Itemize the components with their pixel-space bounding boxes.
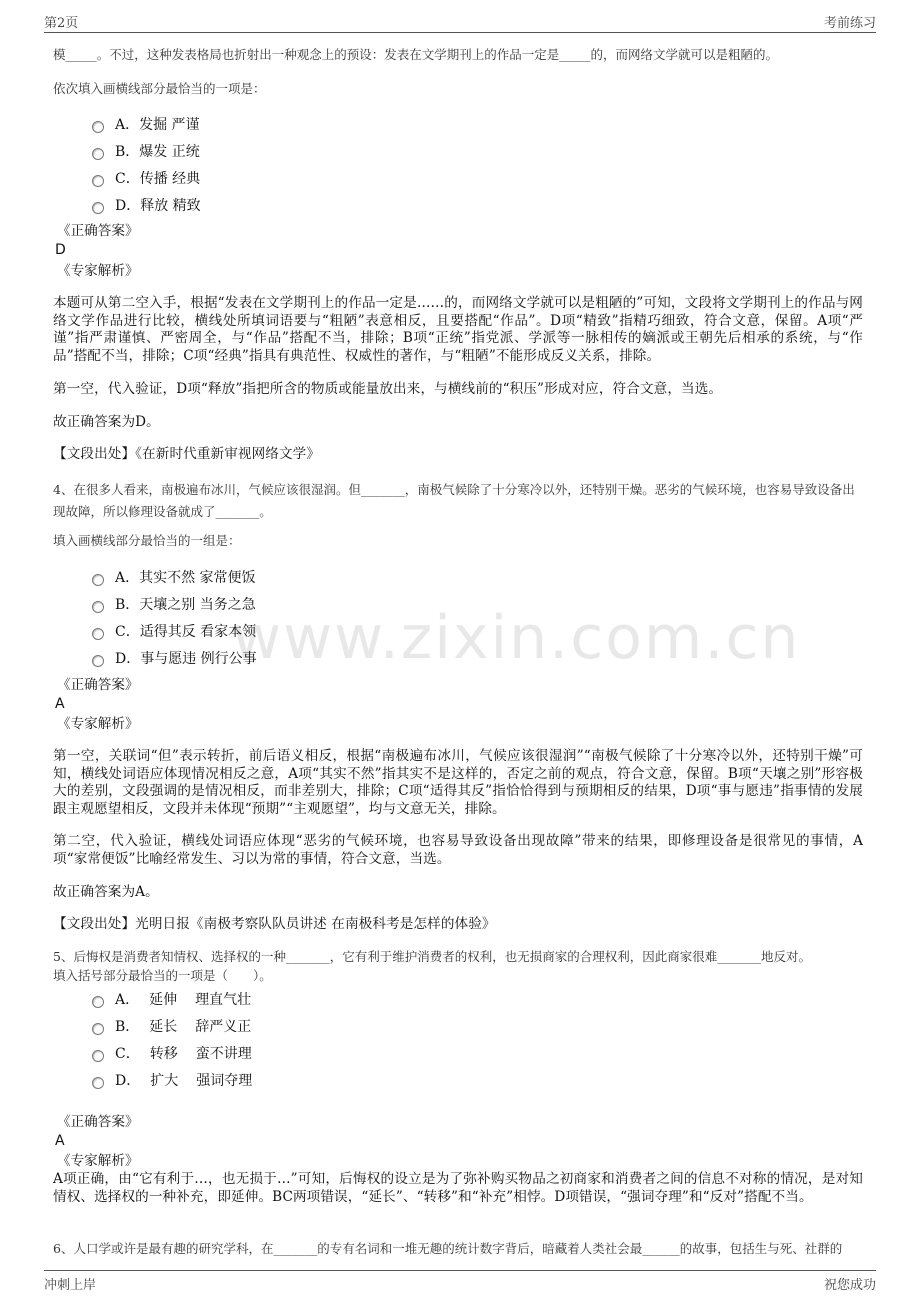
q5-answer-label: 《正确答案》 [57, 1114, 139, 1130]
q4-prompt: 填入画横线部分最恰当的一组是： [53, 533, 241, 548]
q3-option-b[interactable]: B．爆发 正统 [92, 137, 201, 164]
radio-icon[interactable] [92, 175, 104, 187]
radio-icon[interactable] [92, 1050, 104, 1062]
q4-analysis-p3: 故正确答案为A。 [53, 884, 159, 900]
page-footer [44, 1270, 876, 1291]
radio-icon[interactable] [92, 601, 104, 613]
q4-option-b[interactable]: B．天壤之别 当务之急 [92, 590, 257, 617]
q3-analysis-p3: 故正确答案为D。 [53, 414, 160, 430]
radio-icon[interactable] [92, 202, 104, 214]
q3-answer: D [55, 242, 66, 258]
q5-stem: 5、后悔权是消费者知情权、选择权的一种_______，它有利于维护消费者的权利，也无损商家的合理权利，因此商家很难_______地反对。 [53, 949, 811, 964]
q3-analysis-p1: 本题可从第二空入手，根据“发表在文学期刊上的作品一定是……的，而网络文学就可以是粗陋的”可知，文段将文学期刊上的作品与网络文学作品进行比较，横线处所填词语要与“粗陋”表意相反，且要搭配“作品”。D项“精致”指精巧细致，符合文意，保留。A项“严谨”指严肃谨慎、严密周全，与“作品”搭配不当，排除；B项“正统”指党派、学派等一脉相传的嫡派或王朝先后相承的系统，与“作品”搭配不当，排除；C项“经典”指具有典范性、权威性的著作，与“粗陋”不能形成反义关系，排除。 [53, 295, 863, 364]
q3-answer-label: 《正确答案》 [57, 223, 139, 239]
radio-icon[interactable] [92, 121, 104, 133]
radio-icon[interactable] [92, 655, 104, 667]
q4-analysis-p2: 第二空，代入验证，横线处词语应体现“恶劣的气候环境，也容易导致设备出现故障”带来的结果，即修理设备是很常见的事情，A项“家常便饭”比喻经常发生、习以为常的事情，符合文意，当选。 [53, 833, 863, 867]
q5-analysis: A项正确，由“它有利于…，也无损于…”可知，后悔权的设立是为了弥补购买物品之初商家和消费者之间的信息不对称的情况，是对知情权、选择权的一种补充，即延伸。BC两项错误，“延长”、“转移”和“补充”相悖。D项错误，“强词夺理”和“反对”搭配不当。 [53, 1171, 863, 1205]
radio-icon[interactable] [92, 148, 104, 160]
watermark: www.zixin.com.cn [232, 603, 801, 673]
q5-answer: A [55, 1133, 65, 1149]
header-title: 考前练习 [823, 16, 876, 31]
q6-stem: 6、人口学或许是最有趣的研究学科，在_______的专有名词和一堆无趣的统计数字背后，暗藏着人类社会最______的故事，包括生与死、社群的 [53, 1241, 843, 1256]
radio-icon[interactable] [92, 1023, 104, 1035]
q4-option-d[interactable]: D．事与愿违 例行公事 [92, 644, 257, 671]
q4-stem: 4、在很多人看来，南极遍布冰川，气候应该很湿润。但_______，南极气候除了十分寒冷以外，还特别干燥。恶劣的气候环境，也容易导致设备出现故障，所以修理设备就成了_______。 [53, 482, 855, 519]
page-number: 第2页 [44, 16, 79, 31]
q4-option-a[interactable]: A．其实不然 家常便饭 [92, 563, 257, 590]
footer-right: 祝您成功 [823, 1278, 876, 1293]
radio-icon[interactable] [92, 574, 104, 586]
q5-prompt: 填入括号部分最恰当的一项是（ ）。 [53, 968, 272, 983]
q5-option-a[interactable]: A． 延伸 理直气壮 [92, 985, 252, 1012]
q3-analysis-label: 《专家解析》 [57, 263, 139, 279]
page-header [44, 12, 876, 33]
footer-left: 冲刺上岸 [44, 1278, 97, 1293]
radio-icon[interactable] [92, 1077, 104, 1089]
q5-option-d[interactable]: D． 扩大 强词夺理 [92, 1066, 252, 1093]
q4-answer: A [55, 696, 65, 712]
q5-options [92, 985, 252, 1093]
q3-option-c[interactable]: C．传播 经典 [92, 164, 201, 191]
q4-analysis-p1: 第一空，关联词“但”表示转折，前后语义相反，根据“南极遍布冰川，气候应该很湿润”“南极气候除了十分寒冷以外，还特别干燥”可知，横线处词语应体现情况相反之意，A项“其实不然”指其实不是这样的，否定之前的观点，符合文意，保留。B项“天壤之别”形容极大的差别，文段强调的是情况相反，而非差别大，排除；C项“适得其反”指恰恰得到与预期相反的结果，D项“事与愿违”指事情的发展跟主观愿望相反，文段并未体现“预期”“主观愿望”，均与文意无关，排除。 [53, 748, 863, 817]
q5-analysis-label: 《专家解析》 [57, 1153, 139, 1169]
radio-icon[interactable] [92, 996, 104, 1008]
q3-option-d[interactable]: D．释放 精致 [92, 191, 201, 218]
q5-option-c[interactable]: C． 转移 蛮不讲理 [92, 1039, 252, 1066]
q4-analysis-label: 《专家解析》 [57, 716, 139, 732]
q3-option-a[interactable]: A．发掘 严谨 [92, 110, 201, 137]
q3-source: 【文段出处】《在新时代重新审视网络文学》 [53, 446, 321, 462]
q4-options [92, 563, 257, 671]
q5-option-b[interactable]: B． 延长 辞严义正 [92, 1012, 252, 1039]
q3-options [92, 110, 201, 218]
q4-answer-label: 《正确答案》 [57, 677, 139, 693]
q3-prompt: 依次填入画横线部分最恰当的一项是： [53, 81, 266, 96]
q4-option-c[interactable]: C．适得其反 看家本领 [92, 617, 257, 644]
q3-stem-tail: 模_____。不过，这种发表格局也折射出一种观念上的预设：发表在文学期刊上的作品一定是_____的，而网络文学就可以是粗陋的。 [53, 47, 779, 62]
q3-analysis-p2: 第一空，代入验证，D项“释放”指把所含的物质或能量放出来，与横线前的“积压”形成对应，符合文意，当选。 [53, 381, 723, 397]
q4-source: 【文段出处】光明日报《南极考察队队员讲述 在南极科考是怎样的体验》 [53, 916, 496, 932]
radio-icon[interactable] [92, 628, 104, 640]
